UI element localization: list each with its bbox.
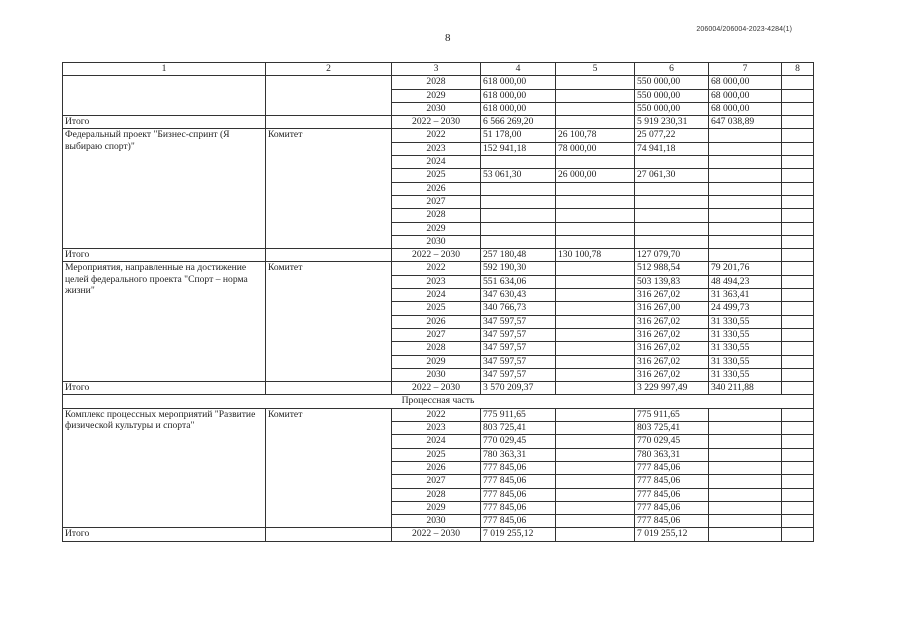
amount-cell	[782, 102, 814, 115]
total-amount	[782, 528, 814, 541]
amount-cell	[556, 315, 635, 328]
amount-cell: 26 000,00	[556, 169, 635, 182]
amount-cell	[556, 501, 635, 514]
amount-cell	[556, 209, 635, 222]
amount-cell	[782, 235, 814, 248]
amount-cell: 592 190,30	[481, 262, 556, 275]
amount-cell: 770 029,45	[481, 435, 556, 448]
amount-cell	[481, 195, 556, 208]
total-amount: 3 570 209,37	[481, 382, 556, 395]
amount-cell: 152 941,18	[481, 142, 556, 155]
amount-cell	[782, 408, 814, 421]
amount-cell	[635, 222, 709, 235]
year-cell: 2029	[392, 89, 481, 102]
amount-cell	[782, 129, 814, 142]
amount-cell	[782, 355, 814, 368]
amount-cell	[782, 435, 814, 448]
year-cell: 2022	[392, 262, 481, 275]
amount-cell	[635, 235, 709, 248]
executor: Комитет	[266, 129, 392, 249]
amount-cell: 347 630,43	[481, 289, 556, 302]
total-label: Итого	[63, 249, 266, 262]
amount-cell: 68 000,00	[709, 102, 782, 115]
amount-cell	[709, 235, 782, 248]
total-empty	[266, 249, 392, 262]
executor: Комитет	[266, 408, 392, 528]
amount-cell	[782, 289, 814, 302]
amount-cell	[556, 342, 635, 355]
amount-cell	[635, 182, 709, 195]
amount-cell	[556, 355, 635, 368]
amount-cell	[556, 262, 635, 275]
year-cell: 2028	[392, 76, 481, 89]
activity-name: Мероприятия, направленные на достижение целей федерального проекта "Спорт – норма жизни"	[63, 262, 266, 382]
year-cell: 2024	[392, 289, 481, 302]
year-cell: 2022	[392, 408, 481, 421]
amount-cell	[782, 262, 814, 275]
amount-cell	[709, 475, 782, 488]
year-cell: 2022	[392, 129, 481, 142]
amount-cell: 618 000,00	[481, 89, 556, 102]
total-empty	[266, 116, 392, 129]
year-cell: 2029	[392, 501, 481, 514]
total-amount: 127 079,70	[635, 249, 709, 262]
amount-cell: 777 845,06	[635, 475, 709, 488]
amount-cell	[709, 408, 782, 421]
column-header: 5	[556, 63, 635, 76]
amount-cell	[556, 156, 635, 169]
year-cell: 2030	[392, 368, 481, 381]
amount-cell	[782, 275, 814, 288]
total-amount: 130 100,78	[556, 249, 635, 262]
amount-cell	[782, 222, 814, 235]
amount-cell: 25 077,22	[635, 129, 709, 142]
amount-cell: 777 845,06	[481, 488, 556, 501]
amount-cell: 27 061,30	[635, 169, 709, 182]
table-row	[63, 408, 814, 421]
amount-cell: 53 061,30	[481, 169, 556, 182]
amount-cell	[709, 515, 782, 528]
amount-cell: 26 100,78	[556, 129, 635, 142]
amount-cell: 347 597,57	[481, 355, 556, 368]
table-body	[63, 63, 814, 542]
amount-cell: 777 845,06	[481, 475, 556, 488]
amount-cell: 24 499,73	[709, 302, 782, 315]
amount-cell	[782, 315, 814, 328]
total-amount: 7 019 255,12	[635, 528, 709, 541]
total-label: Итого	[63, 382, 266, 395]
total-amount: 340 211,88	[709, 382, 782, 395]
year-cell: 2026	[392, 182, 481, 195]
amount-cell: 78 000,00	[556, 142, 635, 155]
amount-cell: 550 000,00	[635, 89, 709, 102]
amount-cell: 68 000,00	[709, 76, 782, 89]
amount-cell	[556, 289, 635, 302]
amount-cell: 340 766,73	[481, 302, 556, 315]
amount-cell	[556, 302, 635, 315]
amount-cell: 777 845,06	[635, 461, 709, 474]
year-cell: 2030	[392, 102, 481, 115]
total-row	[63, 528, 814, 541]
amount-cell	[556, 515, 635, 528]
year-cell: 2028	[392, 342, 481, 355]
total-empty	[266, 528, 392, 541]
amount-cell	[481, 222, 556, 235]
amount-cell	[782, 461, 814, 474]
amount-cell	[709, 435, 782, 448]
amount-cell	[556, 102, 635, 115]
amount-cell: 777 845,06	[481, 461, 556, 474]
amount-cell	[556, 475, 635, 488]
year-cell: 2023	[392, 422, 481, 435]
total-amount	[556, 528, 635, 541]
total-row	[63, 116, 814, 129]
year-cell: 2027	[392, 475, 481, 488]
amount-cell: 618 000,00	[481, 76, 556, 89]
amount-cell: 512 988,54	[635, 262, 709, 275]
amount-cell: 316 267,02	[635, 315, 709, 328]
total-amount	[782, 249, 814, 262]
amount-cell: 31 330,55	[709, 315, 782, 328]
amount-cell	[709, 129, 782, 142]
amount-cell	[556, 76, 635, 89]
amount-cell	[556, 422, 635, 435]
amount-cell	[709, 209, 782, 222]
amount-cell: 777 845,06	[635, 488, 709, 501]
amount-cell	[556, 195, 635, 208]
year-cell: 2027	[392, 195, 481, 208]
section-title: Процессная часть	[63, 395, 814, 408]
amount-cell	[556, 182, 635, 195]
year-cell: 2024	[392, 156, 481, 169]
total-label: Итого	[63, 116, 266, 129]
amount-cell	[481, 209, 556, 222]
amount-cell	[556, 408, 635, 421]
amount-cell	[782, 156, 814, 169]
amount-cell: 48 494,23	[709, 275, 782, 288]
amount-cell: 31 330,55	[709, 355, 782, 368]
amount-cell	[709, 142, 782, 155]
year-cell: 2023	[392, 142, 481, 155]
amount-cell: 550 000,00	[635, 76, 709, 89]
amount-cell: 316 267,00	[635, 302, 709, 315]
amount-cell	[556, 222, 635, 235]
amount-cell	[635, 209, 709, 222]
amount-cell: 68 000,00	[709, 89, 782, 102]
activity-name: Комплекс процессных мероприятий "Развитие физической культуры и спорта"	[63, 408, 266, 528]
amount-cell: 777 845,06	[635, 515, 709, 528]
amount-cell	[709, 422, 782, 435]
amount-cell	[556, 435, 635, 448]
amount-cell	[782, 169, 814, 182]
amount-cell: 31 330,55	[709, 342, 782, 355]
amount-cell: 777 845,06	[481, 515, 556, 528]
amount-cell	[782, 209, 814, 222]
total-label: Итого	[63, 528, 266, 541]
total-row	[63, 249, 814, 262]
amount-cell	[635, 195, 709, 208]
column-header: 2	[266, 63, 392, 76]
total-period: 2022 – 2030	[392, 249, 481, 262]
amount-cell: 347 597,57	[481, 328, 556, 341]
table-header-row	[63, 63, 814, 76]
amount-cell	[481, 156, 556, 169]
year-cell: 2025	[392, 302, 481, 315]
amount-cell	[782, 182, 814, 195]
amount-cell	[709, 169, 782, 182]
year-cell: 2025	[392, 448, 481, 461]
amount-cell: 31 330,55	[709, 328, 782, 341]
total-amount: 647 038,89	[709, 116, 782, 129]
amount-cell: 316 267,02	[635, 342, 709, 355]
amount-cell	[782, 342, 814, 355]
amount-cell: 803 725,41	[635, 422, 709, 435]
total-amount: 6 566 269,20	[481, 116, 556, 129]
amount-cell: 550 000,00	[635, 102, 709, 115]
total-amount	[556, 116, 635, 129]
amount-cell: 316 267,02	[635, 355, 709, 368]
year-cell: 2030	[392, 235, 481, 248]
amount-cell: 31 363,41	[709, 289, 782, 302]
total-amount	[782, 116, 814, 129]
amount-cell: 803 725,41	[481, 422, 556, 435]
total-amount: 5 919 230,31	[635, 116, 709, 129]
document-id: 206004/206004-2023-4284(1)	[696, 26, 792, 33]
column-header: 1	[63, 63, 266, 76]
amount-cell: 347 597,57	[481, 342, 556, 355]
amount-cell: 780 363,31	[481, 448, 556, 461]
activity-name	[63, 76, 266, 116]
budget-table	[62, 62, 814, 542]
year-cell: 2026	[392, 315, 481, 328]
total-amount	[709, 528, 782, 541]
amount-cell	[709, 448, 782, 461]
amount-cell	[782, 195, 814, 208]
year-cell: 2026	[392, 461, 481, 474]
column-header: 3	[392, 63, 481, 76]
amount-cell: 777 845,06	[635, 501, 709, 514]
amount-cell: 31 330,55	[709, 368, 782, 381]
total-amount	[782, 382, 814, 395]
amount-cell	[709, 182, 782, 195]
amount-cell	[782, 475, 814, 488]
amount-cell: 775 911,65	[481, 408, 556, 421]
total-row	[63, 382, 814, 395]
amount-cell	[782, 501, 814, 514]
executor	[266, 76, 392, 116]
activity-name: Федеральный проект "Бизнес-спринт (Я выбираю спорт)"	[63, 129, 266, 249]
page-number: 8	[445, 32, 451, 44]
amount-cell	[782, 422, 814, 435]
amount-cell	[709, 501, 782, 514]
executor: Комитет	[266, 262, 392, 382]
year-cell: 2025	[392, 169, 481, 182]
amount-cell	[556, 328, 635, 341]
column-header: 6	[635, 63, 709, 76]
amount-cell	[709, 461, 782, 474]
column-header: 4	[481, 63, 556, 76]
amount-cell: 316 267,02	[635, 368, 709, 381]
year-cell: 2023	[392, 275, 481, 288]
amount-cell	[709, 488, 782, 501]
amount-cell: 51 178,00	[481, 129, 556, 142]
total-amount: 257 180,48	[481, 249, 556, 262]
amount-cell	[782, 368, 814, 381]
table-row	[63, 129, 814, 142]
amount-cell	[556, 275, 635, 288]
amount-cell: 775 911,65	[635, 408, 709, 421]
amount-cell	[782, 328, 814, 341]
year-cell: 2029	[392, 355, 481, 368]
table-row	[63, 262, 814, 275]
year-cell: 2030	[392, 515, 481, 528]
amount-cell	[556, 235, 635, 248]
amount-cell: 316 267,02	[635, 289, 709, 302]
amount-cell	[635, 156, 709, 169]
amount-cell: 347 597,57	[481, 368, 556, 381]
amount-cell: 74 941,18	[635, 142, 709, 155]
table-row	[63, 76, 814, 89]
amount-cell: 780 363,31	[635, 448, 709, 461]
total-period: 2022 – 2030	[392, 382, 481, 395]
amount-cell: 347 597,57	[481, 315, 556, 328]
total-amount: 7 019 255,12	[481, 528, 556, 541]
amount-cell	[556, 461, 635, 474]
amount-cell: 618 000,00	[481, 102, 556, 115]
column-header: 8	[782, 63, 814, 76]
total-period: 2022 – 2030	[392, 116, 481, 129]
amount-cell	[782, 488, 814, 501]
year-cell: 2028	[392, 488, 481, 501]
amount-cell	[481, 182, 556, 195]
total-period: 2022 – 2030	[392, 528, 481, 541]
amount-cell	[556, 448, 635, 461]
amount-cell	[782, 76, 814, 89]
amount-cell: 503 139,83	[635, 275, 709, 288]
amount-cell	[556, 488, 635, 501]
total-amount: 3 229 997,49	[635, 382, 709, 395]
year-cell: 2029	[392, 222, 481, 235]
amount-cell	[481, 235, 556, 248]
section-row	[63, 395, 814, 408]
column-header: 7	[709, 63, 782, 76]
year-cell: 2024	[392, 435, 481, 448]
amount-cell	[782, 142, 814, 155]
amount-cell: 551 634,06	[481, 275, 556, 288]
amount-cell	[709, 195, 782, 208]
total-empty	[266, 382, 392, 395]
amount-cell: 770 029,45	[635, 435, 709, 448]
amount-cell: 316 267,02	[635, 328, 709, 341]
amount-cell: 777 845,06	[481, 501, 556, 514]
total-amount	[556, 382, 635, 395]
amount-cell	[709, 156, 782, 169]
year-cell: 2027	[392, 328, 481, 341]
amount-cell	[556, 89, 635, 102]
year-cell: 2028	[392, 209, 481, 222]
amount-cell	[782, 89, 814, 102]
amount-cell	[556, 368, 635, 381]
amount-cell: 79 201,76	[709, 262, 782, 275]
amount-cell	[782, 302, 814, 315]
amount-cell	[782, 515, 814, 528]
total-amount	[709, 249, 782, 262]
amount-cell	[782, 448, 814, 461]
amount-cell	[709, 222, 782, 235]
